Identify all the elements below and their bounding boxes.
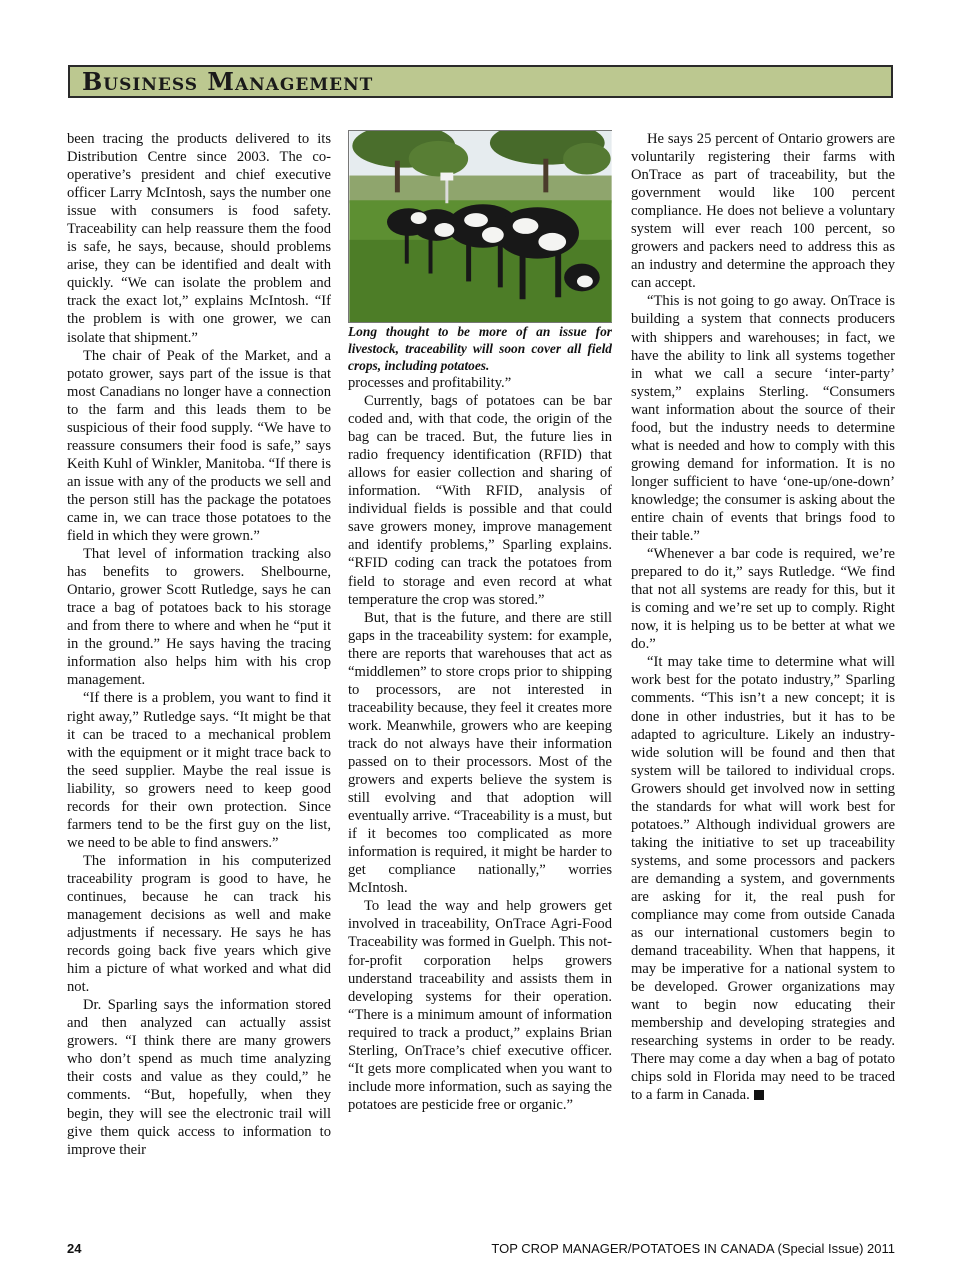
paragraph: To lead the way and help growers get involved in traceability, OnTrace Agri-Food Traceability was formed in Guelph. This not-for-profit corporation helps growers understand traceability and assists them in developing systems for their operation. “There is a minimum amount of information required to track a product,” explains Brian Sterling, OnTrace’s chief executive officer. “It gets more complicated when you want to include more information, such as saying the potatoes are pesticide free or organic.” [348,898,612,1113]
paragraph: That level of information tracking also has benefits to growers. Shelbourne, Ontario, grower Scott Rutledge, says he can trace a bag of potatoes back to his storage and from there to where and when he “put it in the ground.” He says having the tracing information also helps him with his crop management. [67,546,331,689]
section-banner [68,65,893,98]
paragraph-text: “It may take time to determine what will work best for the potato industry,” Sparling comments. “This isn’t a new concept; it is done in other industries, but it has to be adapted to agriculture. Likely an industry-wide solution will be found and then that system will be tailored to individual crops. Growers should get involved now in setting the standards for what will work best for potatoes.” Although individual growers are taking the initiative to set up traceability systems, and some processors and packers are demanding a system, and governments are asking for it, the real push for compliance may come from outside Canada as our international customers begin to demand traceability. When that happens, it may be imperative for a national system to be developed. Grower organizations may want to begin now educating their membership and developing strategies and researching systems in order to be ready. There may come a day when a bag of potato chips sold in Florida may need to be traced to a farm in Canada. [631,654,895,1104]
paragraph: processes and profitability.” [348,375,512,391]
article-column-1 [67,130,331,1235]
paragraph: The information in his computerized traceability program is good to have, he continues, because he can track his management decisions as well and make adjustments if necessary. He says he has records going back five years which give him a picture of what worked and what did not. [67,852,331,996]
photo-caption: Long thought to be more of an issue for livestock, traceability will soon cover all field crops, including potatoes. [348,324,612,373]
end-of-article-icon [754,1090,764,1100]
paragraph: “If there is a problem, you want to find it right away,” Rutledge says. “It might be that it can be traced to a mechanical problem with the equipment or it might trace back to the seed supplier. Maybe the real issue is liability, so growers need to keep good records for their own protection. Since farmers tend to be the first guy on the list, we need to be able to find answers.” [67,690,331,851]
page-footer [67,1241,895,1259]
paragraph: But, that is the future, and there are still gaps in the traceability system: for example, there are reports that warehouses that act as “middlemen” to store crops prior to shipping to processors, are not interested in traceability because, they feel it creates more work. Meanwhile, growers who are keeping track do not always have their information passed on to their processors. Most of the growers and experts believe the system is still evolving and that adoption will eventually arrive. “Traceability is a must, but if it becomes too complicated as more information is required, it might be harder to get compliance nationally,” worries McIntosh. [348,609,612,897]
paragraph: The chair of Peak of the Market, and a potato grower, says part of the issue is that most Canadians no longer have a connection to the farm and this leads them to be suspicious of their food supply. “We have to reassure consumers their food is safe,” says Keith Kuhl of Winkler, Manitoba. “If there is an issue with any of the products we sell and the person still has the package the potatoes came in, we can trace those potatoes to the field in which they were grown.” [67,347,331,545]
paragraph: Currently, bags of potatoes can be bar coded and, with that code, the origin of the bag can be traced. But, the future lies in radio frequency identification (RFID) that allows for easier collection and sharing of information. “With RFID, analysis of individual fields is possible and that could save growers money, improve management and identify problems,” Sparling explains. “RFID coding can track the potatoes from field to storage and even record at what temperature the crop was stored.” [348,393,612,608]
cows-grazing-photo [348,130,612,323]
article-column-3 [631,130,895,1235]
paragraph: been tracing the products delivered to its Distribution Centre since 2003. The co-operative’s president and chief executive officer Larry McIntosh, says the number one issue with consumers is food safety. Traceability can help reassure them the food is safe, he says, because, should problems arise, they can be identified and dealt with quickly. “We can isolate the problem and track the exact lot,” explains McIntosh. “If the problem is with one grower, we can isolate that shipment.” [67,131,331,346]
article-column-2 [348,130,612,1235]
paragraph: Dr. Sparling says the information stored and then analyzed can actually assist growers. “I think there are many growers who don’t spend as much time analyzing their costs and value as they could,” he comments. “But, hopefully, when they begin, they will see the electronic trail will give them quick access to information to improve their [67,997,331,1158]
publication-title: TOP CROP MANAGER/POTATOES IN CANADA (Special Issue) 2011 [491,1241,895,1256]
paragraph: “This is not going to go away. OnTrace is building a system that connects producers with shippers and warehouses; in fact, we have the ability to link all systems together in what we call a secure ‘inter-party’ system,” explains Sterling. “Consumers want information about the source of their food, but the industry needs to determine what is needed and how to comply with this growing demand for information. It is no longer sufficient to have ‘one-up/one-down’ knowledge; the consumer is asking about the entire chain of events that brings food to their table.” [631,293,895,545]
paragraph: He says 25 percent of Ontario growers are voluntarily registering their farms with OnTrace as part of traceability, but the government would like 100 percent compliance. He does not believe a voluntary system will ever reach 100 percent, so growers and packers need to address this as an industry and determine the approach they can accept. [631,131,895,292]
paragraph: “Whenever a bar code is required, we’re prepared to do it,” says Rutledge. “We find that not all systems are ready for this, but it is coming and we’re set up to comply. Right now, it is helping us to be better at what we do.” [631,546,895,653]
page-number: 24 [67,1241,82,1256]
paragraph [631,653,895,1104]
section-title: Business Management [82,67,374,96]
